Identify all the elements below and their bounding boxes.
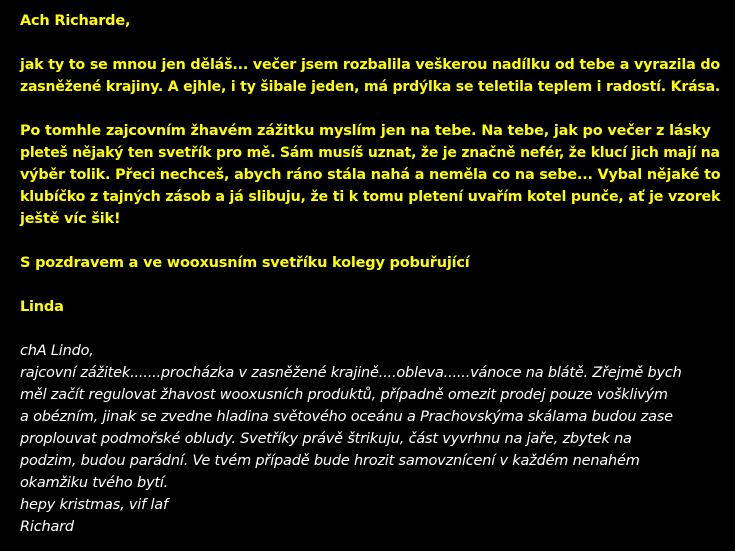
letter-line: Po tomhle zajcovním žhavém zážitku myslím jen na tebe. Na tebe, jak po večer z lásky — [20, 123, 711, 139]
letter-line: výběr tolik. Přeci nechceš, abych ráno stála nahá a neměla co na sebe... Vybal nějaké to — [20, 167, 721, 183]
paragraph-spacer — [20, 274, 720, 296]
letter-greeting: Ach Richarde, — [20, 13, 131, 29]
letter-line: jak ty to se mnou jen děláš... večer jsem rozbalila veškerou nadílku od tebe a vyrazila do — [20, 57, 720, 73]
reply-line: a obézním, jinak se zvedne hladina světového oceánu a Prachovskýma skálama budou zase — [20, 409, 673, 425]
richard-reply — [20, 340, 720, 538]
reply-line: hepy kristmas, vif laf — [20, 497, 168, 513]
letter-line: ještě víc šik! — [20, 211, 121, 227]
letter-paragraph-1 — [20, 54, 720, 98]
letter-page — [20, 10, 720, 538]
paragraph-spacer — [20, 32, 720, 54]
reply-line: rajcovní zážitek.......procházka v zasněžené krajině....obleva......vánoce na blátě. Zřejmě bych — [20, 365, 682, 381]
letter-closing: S pozdravem a ve wooxusním svetříku kolegy pobuřující — [20, 255, 470, 271]
reply-line: proplouvat podmořské obludy. Svetříky právě štrikuju, část vyvrhnu na jaře, zbytek na — [20, 431, 632, 447]
reply-line: okamžiku tvého bytí. — [20, 475, 169, 491]
reply-signature: Richard — [20, 519, 74, 535]
paragraph-spacer — [20, 318, 720, 340]
paragraph-spacer — [20, 230, 720, 252]
letter-line: pleteš nějaký ten svetřík pro mě. Sám musíš uznat, že je značně nefér, že klucí jich mají na — [20, 145, 720, 161]
reply-line: podzim, budou parádní. Ve tvém případě bude hrozit samovznícení v každém nenahém — [20, 453, 640, 469]
paragraph-spacer — [20, 98, 720, 120]
letter-line: zasněžené krajiny. A ejhle, i ty šibale jeden, má prdýlka se teletila teplem i radostí. Krása. — [20, 79, 721, 95]
letter-signature: Linda — [20, 299, 64, 315]
letter-line: klubíčko z tajných zásob a já slibuju, že ti k tomu pletení uvařím kotel punče, ať je vzorek — [20, 189, 721, 205]
reply-line: měl začít regulovat žhavost wooxusních produktů, případně omezit prodej pouze vošklivým — [20, 387, 668, 403]
reply-line: chA Lindo, — [20, 343, 94, 359]
linda-letter — [20, 10, 720, 340]
letter-paragraph-2 — [20, 120, 720, 230]
